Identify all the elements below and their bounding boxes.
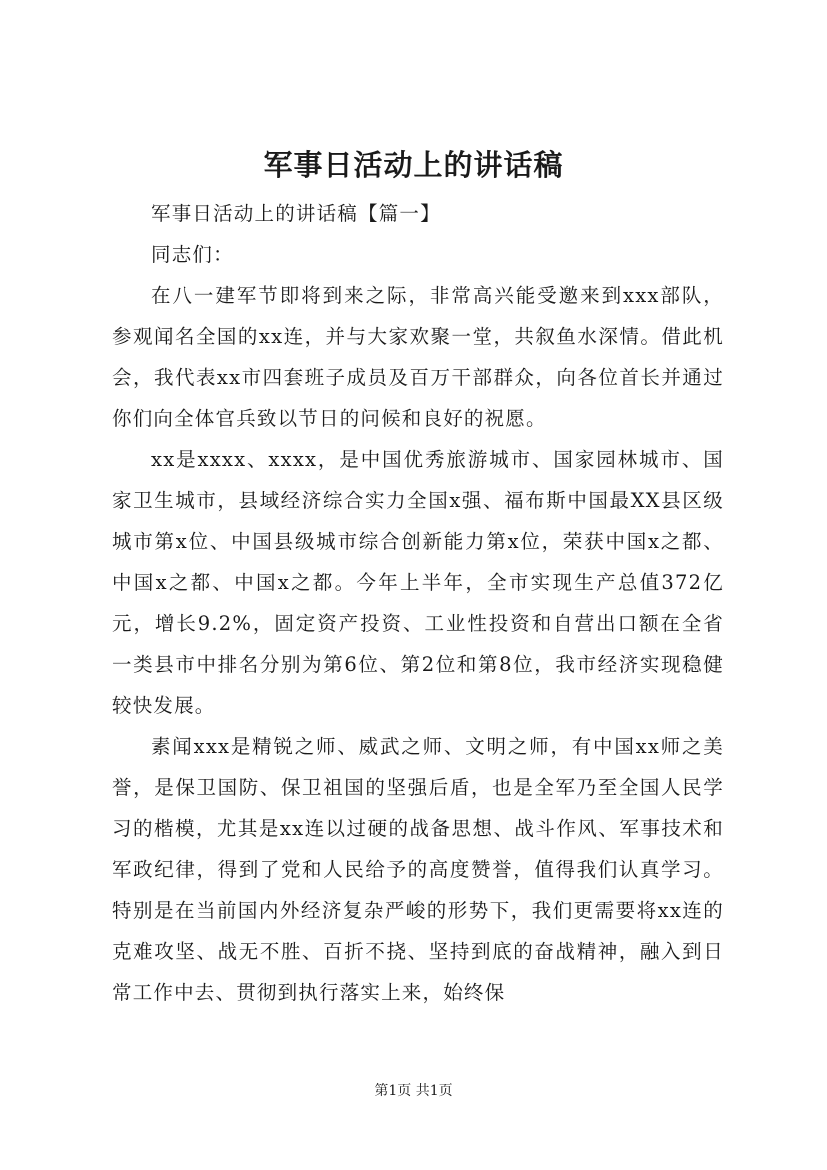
document-title: 军事日活动上的讲话稿 [263,148,564,182]
paragraph: 在八一建军节即将到来之际，非常高兴能受邀来到xxx部队，参观闻名全国的xx连，并与大家欢聚一堂，共叙鱼水深情。借此机会，我代表xx市四套班子成员及百万干部群众，向各位首长并通过你们向全体官兵致以节日的问候和良好的祝愿。 [112,284,724,430]
document-body [112,193,724,1013]
page-footer: 第1页 共1页 [374,1083,453,1099]
salutation: 同志们： [151,243,234,266]
section-heading: 军事日活动上的讲话稿【篇一】 [151,202,441,225]
paragraph: xx是xxxx、xxxx，是中国优秀旅游城市、国家园林城市、国家卫生城市，县域经济综合实力全国x强、福布斯中国最XX县区级城市第x位、中国县级城市综合创新能力第x位，荣获中国x之都、中国x之都、中国x之都。今年上半年，全市实现生产总值372亿元，增长9.2%，固定资产投资、工业性投资和自营出口额在全省一类县市中排名分别为第6位、第2位和第8位，我市经济实现稳健较快发展。 [112,448,724,717]
paragraph: 素闻xxx是精锐之师、威武之师、文明之师，有中国xx师之美誉，是保卫国防、保卫祖国的坚强后盾，也是全军乃至全国人民学习的楷模，尤其是xx连以过硬的战备思想、战斗作风、军事技术和军政纪律，得到了党和人民给予的高度赞誉，值得我们认真学习。特别是在当前国内外经济复杂严峻的形势下，我们更需要将xx连的克难攻坚、战无不胜、百折不挠、坚持到底的奋战精神，融入到日常工作中去、贯彻到执行落实上来，始终保 [112,735,724,1004]
